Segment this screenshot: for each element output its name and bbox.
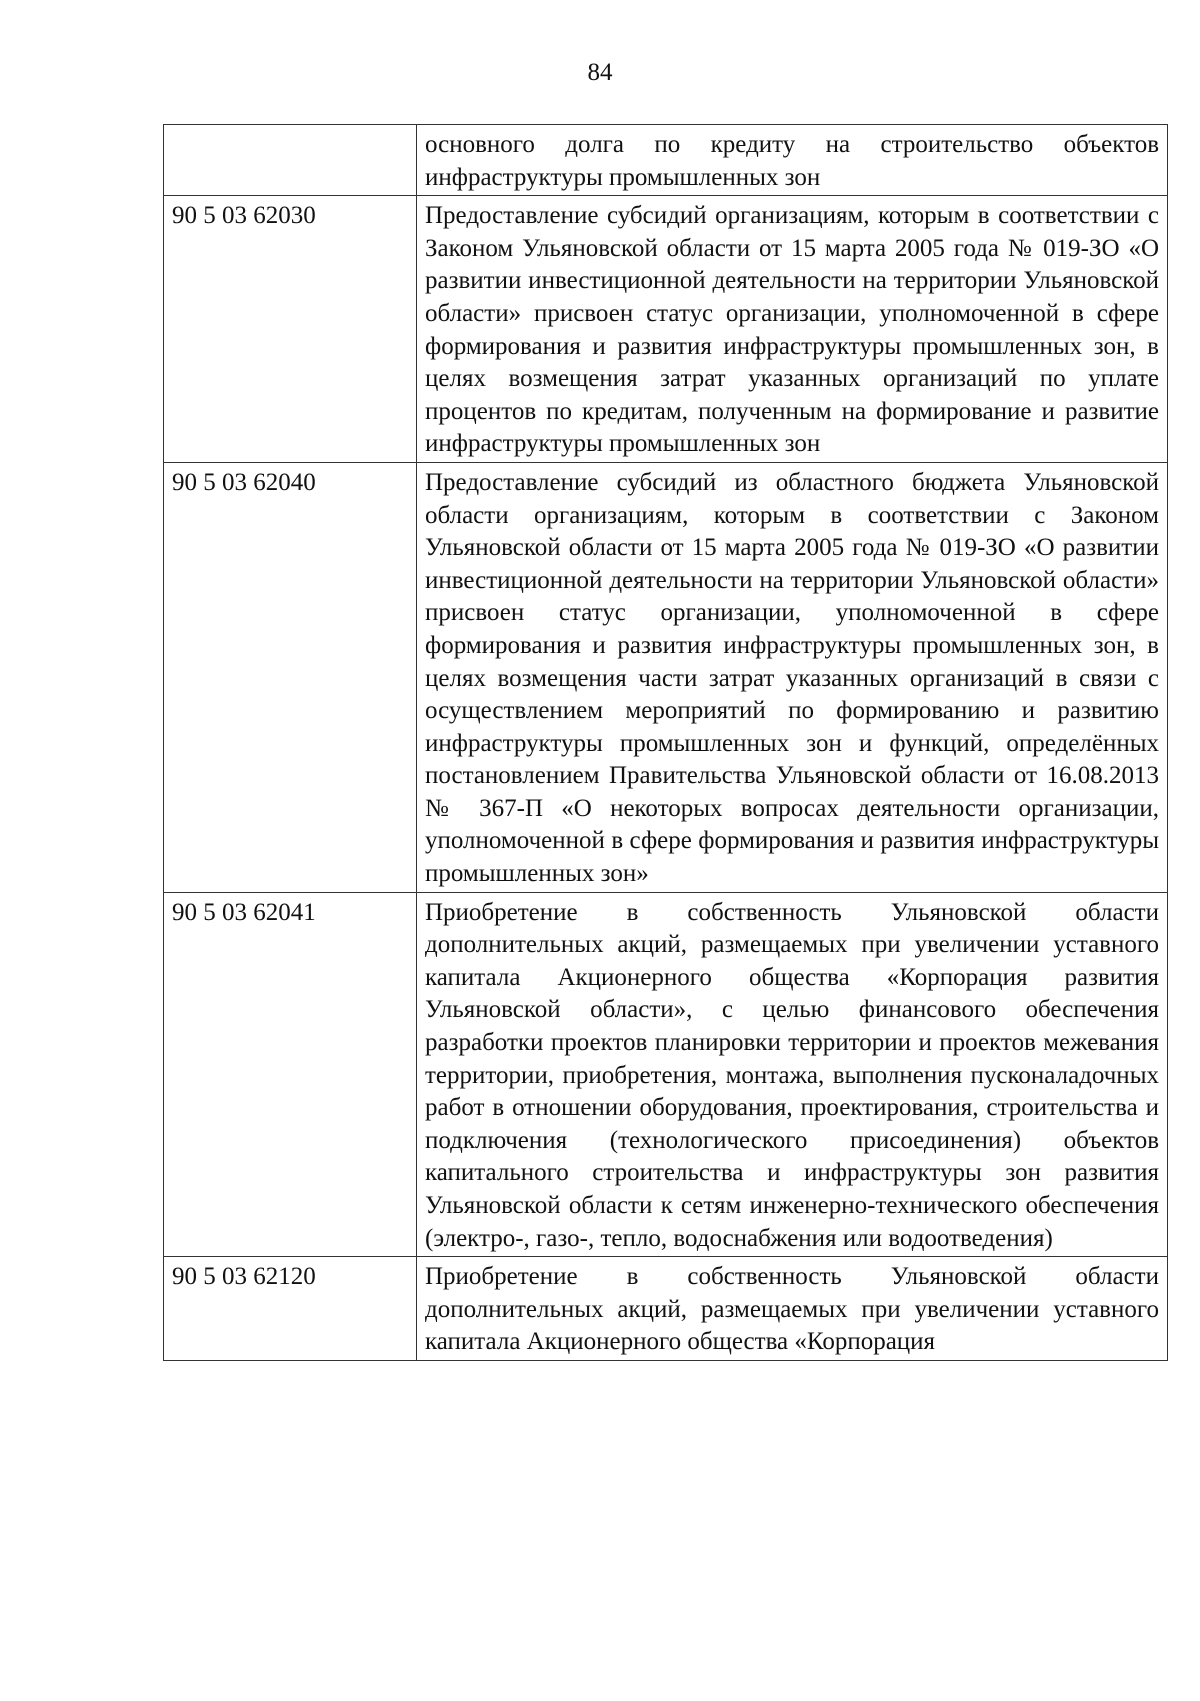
description-cell: Предоставление субсидий организациям, которым в соответствии с Законом Ульяновской области от 15 марта 2005 года № 019-ЗО «О развитии инвестиционной деятельности на территории Ульяновской области» присвоен статус организации, уполномоченной в сфере формирования и развития инфраструктуры промышленных зон, в целях возмещения затрат указанных организаций по уплате процентов по кредитам, полученным на формирование и развитие инфраструктуры промышленных зон [417, 196, 1168, 463]
table-row [164, 1257, 1168, 1361]
description-cell: Приобретение в собственность Ульяновской области дополнительных акций, размещаемых при увеличении уставного капитала Акционерного общества «Корпорация [417, 1257, 1168, 1361]
description-cell: основного долга по кредиту на строительство объектов инфраструктуры промышленных зон [417, 125, 1168, 196]
table-row [164, 196, 1168, 463]
table-row [164, 125, 1168, 196]
code-cell: 90 5 03 62041 [164, 892, 417, 1257]
page-number: 84 [587, 59, 613, 86]
description-cell: Предоставление субсидий из областного бюджета Ульяновской области организациям, которым в соответствии с Законом Ульяновской области от 15 марта 2005 года № 019-ЗО «О развитии инвестиционной деятельности на территории Ульяновской области» присвоен статус организации, уполномоченной в сфере формирования и развития инфраструктуры промышленных зон, в целях возмещения части затрат указанных организаций в связи с осуществлением мероприятий по формированию и развитию инфраструктуры промышленных зон и функций, определённых постановлением Правительства Ульяновской области от 16.08.2013 № 367-П «О некоторых вопросах деятельности организации, уполномоченной в сфере формирования и развития инфраструктуры промышленных зон» [417, 462, 1168, 892]
budget-codes-table [163, 124, 1168, 1361]
code-cell [164, 125, 417, 196]
code-cell: 90 5 03 62120 [164, 1257, 417, 1361]
code-cell: 90 5 03 62040 [164, 462, 417, 892]
description-cell: Приобретение в собственность Ульяновской области дополнительных акций, размещаемых при увеличении уставного капитала Акционерного общества «Корпорация развития Ульяновской области», с целью финансового обеспечения разработки проектов планировки территории и проектов межевания территории, приобретения, монтажа, выполнения пусконаладочных работ в отношении оборудования, проектирования, строительства и подключения (технологического присоединения) объектов капитального строительства и инфраструктуры зон развития Ульяновской области к сетям инженерно-технического обеспечения (электро-, газо-, тепло, водоснабжения или водоотведения) [417, 892, 1168, 1257]
code-cell: 90 5 03 62030 [164, 196, 417, 463]
table-row [164, 892, 1168, 1257]
table-row [164, 462, 1168, 892]
